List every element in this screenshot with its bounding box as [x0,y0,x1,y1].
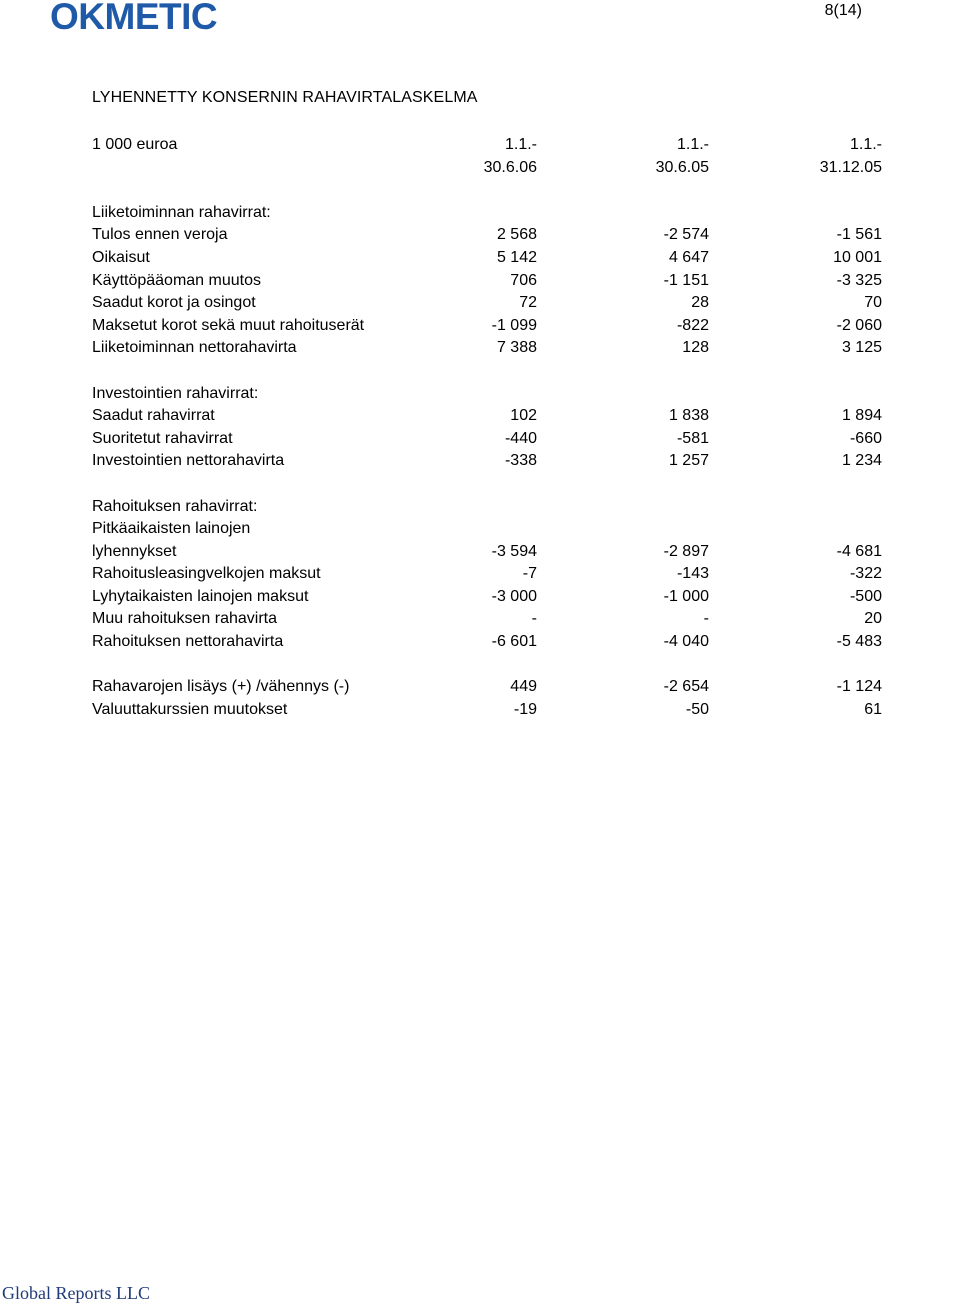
row-value: -4 681 [836,542,882,560]
row-value [537,383,709,406]
table-row [92,270,882,293]
row-value: -2 060 [836,316,882,334]
table-row [92,405,882,428]
row-value: 5 142 [496,248,537,266]
row-value [422,654,537,677]
row-value: 1 894 [841,407,882,425]
table-row [92,337,882,360]
row-value: 706 [510,271,537,289]
period-header: 30.6.06 [483,158,537,176]
row-label: Käyttöpääoman muutos [92,271,261,289]
row-value [709,654,882,677]
row-value: 4 647 [668,248,709,266]
row-value [422,383,537,406]
row-value: -4 040 [663,633,709,651]
row-label: Lyhytaikaisten lainojen maksut [92,587,309,605]
row-value: -581 [676,429,709,447]
row-label: Maksetut korot sekä muut rahoituserät [92,316,365,334]
row-value: -5 483 [836,633,882,651]
page-number: 8(14) [824,2,862,19]
row-label: Rahoituksen rahavirrat: [92,497,258,515]
row-value: 102 [510,407,537,425]
row-label: Rahoituksen nettorahavirta [92,633,284,651]
document-title: LYHENNETTY KONSERNIN RAHAVIRTALASKELMA [92,89,478,106]
row-label: Liiketoiminnan rahavirrat: [92,203,271,221]
row-label [92,473,422,496]
row-label: Liiketoiminnan nettorahavirta [92,339,297,357]
row-value: 449 [510,678,537,696]
row-value [537,518,709,541]
row-value [422,179,537,202]
row-value: -2 574 [663,226,709,244]
footer-credit: Global Reports LLC [2,1283,150,1303]
row-value [709,496,882,519]
row-label: Investointien nettorahavirta [92,452,285,470]
row-label: Pitkäaikaisten lainojen [92,520,251,538]
row-value: 61 [864,700,882,718]
row-value: 1 257 [668,452,709,470]
row-value: 1 234 [841,452,882,470]
row-value: 7 388 [496,339,537,357]
row-value: -7 [522,565,537,583]
row-label: Rahoitusleasingvelkojen maksut [92,565,321,583]
row-value [422,518,537,541]
table-row [92,224,882,247]
period-header: 30.6.05 [655,158,709,176]
table-row [92,541,882,564]
logo-text: OKMETIC [50,0,218,37]
row-value: -440 [504,429,537,447]
row-value: -19 [513,700,537,718]
row-value [422,473,537,496]
unit-label: 1 000 euroa [92,136,178,153]
row-value: -338 [504,452,537,470]
row-label: Suoritetut rahavirrat [92,429,233,447]
table-row [92,563,882,586]
header-row-1 [92,134,882,157]
row-value: - [531,610,537,628]
row-value: -322 [849,565,882,583]
row-value: -50 [685,700,709,718]
row-value [709,202,882,225]
table-row [92,586,882,609]
row-label: Investointien rahavirrat: [92,384,259,402]
row-value: 128 [682,339,709,357]
row-value: -143 [676,565,709,583]
table-row [92,360,882,383]
table-row [92,654,882,677]
row-value: 1 838 [668,407,709,425]
table-row [92,247,882,270]
row-label [92,360,422,383]
row-value: -2 654 [663,678,709,696]
table-row [92,518,882,541]
table-row [92,496,882,519]
row-label [92,654,422,677]
row-label: Rahavarojen lisäys (+) /vähennys (-) [92,678,350,696]
row-value: -3 594 [491,542,537,560]
row-label: Saadut korot ja osingot [92,294,256,312]
row-value [709,179,882,202]
row-value [537,496,709,519]
table-row [92,473,882,496]
row-value: 20 [864,610,882,628]
period-header: 1.1.- [849,136,882,153]
period-header: 1.1.- [504,136,537,153]
row-label: Valuuttakurssien muutokset [92,700,288,718]
row-value: - [703,610,709,628]
table-row [92,676,882,699]
row-value: -1 124 [836,678,882,696]
row-label: Tulos ennen veroja [92,226,228,244]
row-value [709,360,882,383]
statement-rows [92,179,882,721]
row-value [709,473,882,496]
row-value: 28 [691,294,709,312]
cash-flow-statement [92,134,882,721]
table-row [92,608,882,631]
row-value [709,383,882,406]
row-value [537,360,709,383]
row-label: Oikaisut [92,248,150,266]
row-value: 2 568 [496,226,537,244]
row-label: Saadut rahavirrat [92,407,215,425]
row-label: Muu rahoituksen rahavirta [92,610,277,628]
row-value [537,473,709,496]
period-header: 31.12.05 [819,158,882,176]
table-row [92,292,882,315]
row-value: 10 001 [833,248,882,266]
table-row [92,179,882,202]
row-value: 70 [864,294,882,312]
row-value [422,496,537,519]
row-value [422,360,537,383]
row-value: 3 125 [841,339,882,357]
row-value: -3 325 [836,271,882,289]
row-value: -660 [849,429,882,447]
row-value [537,654,709,677]
row-label: lyhennykset [92,542,177,560]
row-value [422,202,537,225]
row-value: -1 099 [491,316,537,334]
row-value: 72 [519,294,537,312]
table-row [92,428,882,451]
table-row [92,315,882,338]
table-row [92,631,882,654]
row-value: -1 561 [836,226,882,244]
row-label [92,179,422,202]
row-value: -3 000 [491,587,537,605]
row-value: -1 151 [663,271,709,289]
row-value: -6 601 [491,633,537,651]
table-row [92,450,882,473]
row-value [709,518,882,541]
row-value: -822 [676,316,709,334]
row-value: -500 [849,587,882,605]
row-value: -2 897 [663,542,709,560]
row-value [537,202,709,225]
company-logo [50,0,218,37]
row-value [537,179,709,202]
row-value: -1 000 [663,587,709,605]
table-row [92,202,882,225]
header-row-2 [92,157,882,180]
period-header: 1.1.- [676,136,709,153]
table-row [92,699,882,722]
table-row [92,383,882,406]
